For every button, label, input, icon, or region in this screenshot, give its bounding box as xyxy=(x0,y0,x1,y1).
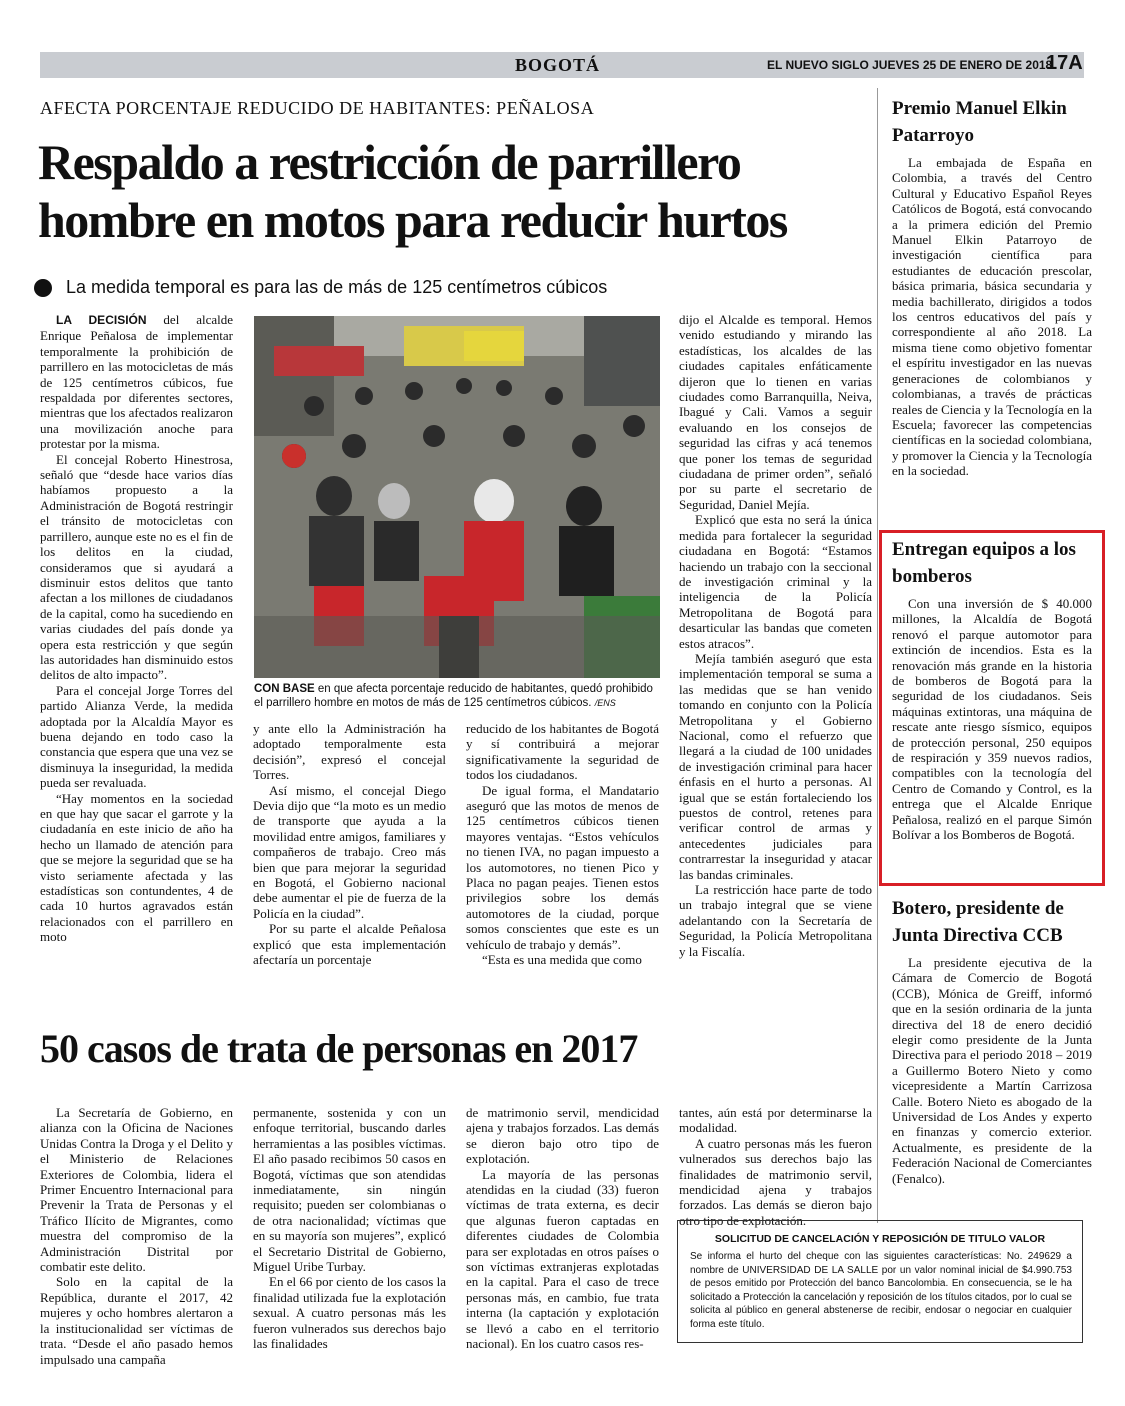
caption-credit: /ENS xyxy=(594,698,616,708)
article-column-2 xyxy=(253,721,446,968)
brief-title: Entregan equipos a los bomberos xyxy=(892,539,1076,587)
paragraph: Para el concejal Jorge Torres del partido Alianza Verde, la medida adoptada por la Alcaldía Mayor es buena dejando en todo caso la constancia que espera que una vez se disminuya la inseguridad, la medida pueda ser revaluada. xyxy=(40,682,233,791)
article-headline: Respaldo a restricción de parrillero hombre en motos para reducir hurtos xyxy=(38,134,787,248)
legal-notice-title: SOLICITUD DE CANCELACIÓN Y REPOSICIÓN DE TITULO VALOR xyxy=(714,1233,1046,1245)
paragraph: La mayoría de las personas atendidas en la ciudad (33) fueron víctimas de trata externa, es decir que algunas fueron captadas en diferentes ciudades de Colombia para ser explotadas en otros países o son víctimas extranjeras explotadas en la capital. Para el caso de trece personas más, en cambio, fue trata interna (la captación y explotación se llevó a cabo en el territorio nacional). En los cuatro casos res- xyxy=(466,1166,659,1352)
second-column-2 xyxy=(253,1105,446,1352)
paragraph: del alcalde Enrique Peñalosa de implementar temporalmente la prohibición de parrillero en las motocicletas de más de 125 centímetros cúbicos, fue respaldada por diferentes sectores, mientras que los afectados realizaron una movilización anoche para protestar por la misma. xyxy=(40,312,233,452)
lead-caps: LA DECISIÓN xyxy=(56,313,147,327)
article-column-1 xyxy=(40,312,233,945)
paragraph: “Hay momentos en la sociedad en que hay que sacar el garrote y la ciudadanía en este inicio de año ha hecho un llamado de atención para que se mejore la seguridad que se ha visto seriamente afectada y las estadísticas son contundentes, 4 de cada 10 hurtos agravados están relacionados con el parrillero en moto xyxy=(40,790,233,945)
paragraph: de matrimonio servil, mendicidad ajena y trabajos forzados. Las demás se dieron bajo otro tipo de explotación. xyxy=(466,1105,659,1167)
paragraph: dijo el Alcalde es temporal. Hemos venido estudiando y mirando las estadísticas, los alcaldes de las ciudades capitales enfáticamente dijeron que lo tienen en varias ciudades como Barranquilla, Neiva, Ibagué y Cali. Vamos a seguir evaluando en los consejos de seguridad las cifras y acá tenemos que poner los temas de seguridad ciudadana de primer orden”, señaló por su parte el secretario de Seguridad, Daniel Mejía. xyxy=(679,312,872,512)
paragraph: permanente, sostenida y con un enfoque territorial, buscando darles herramientas a las posibles víctimas. El año pasado recibimos 50 casos en Bogotá, víctimas que son atendidas inmediatamente, sin ningún requisito; pueden ser colombianas o de otra nacionalidad; víctimas que en su mayoría son mujeres”, explicó el Secretario Distrital de Gobierno, Miguel Uribe Turbay. xyxy=(253,1105,446,1275)
paragraph: La Secretaría de Gobierno, en alianza con la Oficina de Naciones Unidas Contra la Droga y el Delito y el Ministerio de Relaciones Exteriores de Colombia, lidera el Primer Encuentro Internacional para Prevenir la Trata de Personas y el Tráfico Ilícito de Migrantes, como muestra del compromiso de la Administración Distrital por combatir este delito. xyxy=(40,1105,233,1275)
second-column-3 xyxy=(466,1105,659,1352)
brief-title: Botero, presidente de Junta Directiva CCB xyxy=(892,898,1064,946)
sidebar-brief-premio xyxy=(892,95,1092,479)
paragraph: La embajada de España en Colombia, a través del Centro Cultural y Educativo Español Reyes Católicos de Bogotá, está convocando a la primera edición del Premio Manuel Elkin Patarroyo de investigación científica para estudiantes de educación prescolar, básica primaria, básica secundaria y media bachillerato, dirigidos a todos los centros educativos del país y correspondiente al año 2018. La misma tiene como objetivo fomentar el espíritu investigador en las nuevas generaciones de colombianos y colombianas, a través de prácticas reales de Ciencia y la Tecnología en la Escuela; favorecer las competencias científicas en la sociedad colombiana, y promover la Ciencia y la Tecnología en la sociedad. xyxy=(892,155,1092,479)
legal-notice-body: Se informa el hurto del cheque con las siguientes características: No. 249629 a nombre de UNIVERSIDAD DE LA SALLE por un valor nominal inicial de $4.990.753 de pesos emitido por Protección del banco Bancolombia. En consecuencia, se le ha solicitado a Protección la cancelación y reposición de los títulos citados, por lo cual se solicita al público en general abstenerse de recibir, endosar o negociar en cualquier forma este título. xyxy=(690,1251,1072,1330)
second-headline: 50 casos de trata de personas en 2017 xyxy=(40,1026,638,1071)
sidebar-brief-bomberos xyxy=(892,536,1092,843)
article-column-4 xyxy=(679,312,872,959)
paragraph: reducido de los habitantes de Bogotá y sí contribuirá a mejorar significativamente la seguridad de todos los ciudadanos. xyxy=(466,721,659,783)
paragraph: y ante ello la Administración ha adoptado temporalmente esta decisión”, expresó el concejal Torres. xyxy=(253,721,446,783)
paragraph: Por su parte el alcalde Peñalosa explicó que esta implementación afectaría un porcentaje xyxy=(253,921,446,968)
paragraph: “Esta es una medida que como xyxy=(482,952,642,968)
article-photo xyxy=(254,316,660,678)
page-number: 17A xyxy=(1046,52,1083,74)
paragraph: La presidente ejecutiva de la Cámara de Comercio de Bogotá (CCB), Mónica de Greiff, informó que en la sesión ordinaria de la junta directiva del 18 de enero decidió elegir como presidente de la Junta Directiva para el periodo 2018 – 2019 a Guillermo Botero Nieto y como vicepresidente a Martín Carrizosa Calle. Botero Nieto es abogado de la Universidad de Los Andes y experto en finanzas y comercio exterior. Actualmente, es presidente de la Federación Nacional de Comerciantes (Fenalco). xyxy=(892,955,1092,1186)
paragraph: Mejía también aseguró que esta implementación temporal se suma a las medidas que se han venido tomando en conjunto con la Policía Metropolitana y el Gobierno Nacional, como el refuerzo que llegará a la ciudad de 100 unidades de investigación criminal para hacer énfasis en el hurto a personas. Al igual que se están fortaleciendo los puestos de control, retenes para verificar control de armas y antecedentes judiciales para contrarrestar la inseguridad y atacar las bandas criminales. xyxy=(679,650,872,882)
paragraph: Explicó que esta no será la única medida para fortalecer la seguridad ciudadana en Bogotá: “Estamos haciendo un trabajo con la seccional de investigación criminal y la inteligencia de la Policía Metropolitana de Bogotá para desarticular las bandas que cometen estos atracos”. xyxy=(679,512,872,651)
sidebar-brief-botero xyxy=(892,895,1092,1186)
column-divider xyxy=(877,88,878,1223)
brief-body xyxy=(892,596,1092,843)
caption-lead: CON BASE xyxy=(254,683,315,695)
paragraph: En el 66 por ciento de los casos la finalidad utilizada fue la explotación sexual. A cuatro personas más les fueron vulnerados sus derechos bajo las finalidades xyxy=(253,1274,446,1352)
second-column-1 xyxy=(40,1105,233,1367)
article-column-3 xyxy=(466,721,659,968)
photo-motorcyclists-icon xyxy=(254,316,660,678)
paragraph: De igual forma, el Mandatario aseguró que las motos de menos de 125 centímetros cúbicos tienen mayores ventajas. “Estos vehículos no tienen IVA, no pagan impuesto a los automotores, no tienen Pico y Placa no pagan peajes. Tienen estos privilegios sobre los demás automotores de la ciudad, porque somos conscientes que este es un vehículo de trabajo y demás”. xyxy=(466,782,659,952)
section-name: BOGOTÁ xyxy=(515,55,601,75)
brief-body xyxy=(892,155,1092,479)
caption-text: en que afecta porcentaje reducido de habitantes, quedó prohibido el parrillero hombre en motos de más de 125 centímetros cúbicos. xyxy=(254,683,653,709)
bullet-icon xyxy=(34,279,52,297)
paragraph: La restricción hace parte de todo un trabajo integral que se viene adelantando con la Secretaría de Seguridad, la Policía Metropolitana y la Fiscalía. xyxy=(679,882,872,959)
paragraph: Solo en la capital de la República, durante el 2017, 42 mujeres y ocho hombres alertaron a la institucionalidad ser víctimas de trata. “Desde el año pasado hemos impulsado una campaña xyxy=(40,1274,233,1367)
paragraph: El concejal Roberto Hinestrosa, señaló que “desde hace varios días habíamos propuesto a la Administración de Bogotá restringir el tránsito de motocicletas con parrillero, aunque este no es el fin de los delitos en la ciudad, consideramos que si ayudará a disminuir estos delitos que tanto afectan a los millones de ciudadanos de la capital, como ha sucediendo en varias ciudades del país donde ya opera esta restricción y que según las autoridades han disminuido estos delitos de alto impacto”. xyxy=(40,451,233,683)
paragraph: Así mismo, el concejal Diego Devia dijo que “la moto es un medio de transporte que ayuda a la movilidad entre amigos, familiares y compañeros de trabajo. Creo más bien que para mejorar la seguridad en Bogotá, el Gobierno nacional debe aumentar el pie de fuerza de la Policía en la ciudad”. xyxy=(253,782,446,921)
masthead-date: EL NUEVO SIGLO JUEVES 25 DE ENERO DE 2018 xyxy=(767,58,1053,72)
article-kicker: AFECTA PORCENTAJE REDUCIDO DE HABITANTES: PEÑALOSA xyxy=(40,98,595,118)
photo-caption xyxy=(254,682,660,710)
brief-body xyxy=(892,955,1092,1186)
paragraph: Con una inversión de $ 40.000 millones, la Alcaldía de Bogotá renovó el parque automotor para extinción de incendios. Esta es la renovación más grande en la historia de bomberos de Bogotá para la seguridad de los ciudadanos. Seis máquinas extintoras, una máquina de rescate ante riesgo sísmico, equipos de protección personal, 250 equipos de respiración y 359 nuevos radios, compatibles con la tecnología del Centro de Comando y Control, es la entrega que el Alcalde Enrique Peñalosa, realizó en el parque Simón Bolívar a los Bomberos de Bogotá. xyxy=(892,596,1092,843)
brief-title: Premio Manuel Elkin Patarroyo xyxy=(892,98,1067,146)
paragraph: tantes, aún está por determinarse la modalidad. xyxy=(679,1105,872,1136)
paragraph: A cuatro personas más les fueron vulnerados sus derechos bajo las finalidades de matrimonio servil, mendicidad ajena y trabajos forzados. Las demás se dieron bajo otro tipo de explotación. xyxy=(679,1135,872,1228)
second-column-4 xyxy=(679,1105,872,1228)
article-subhead: La medida temporal es para las de más de 125 centímetros cúbicos xyxy=(66,277,608,297)
